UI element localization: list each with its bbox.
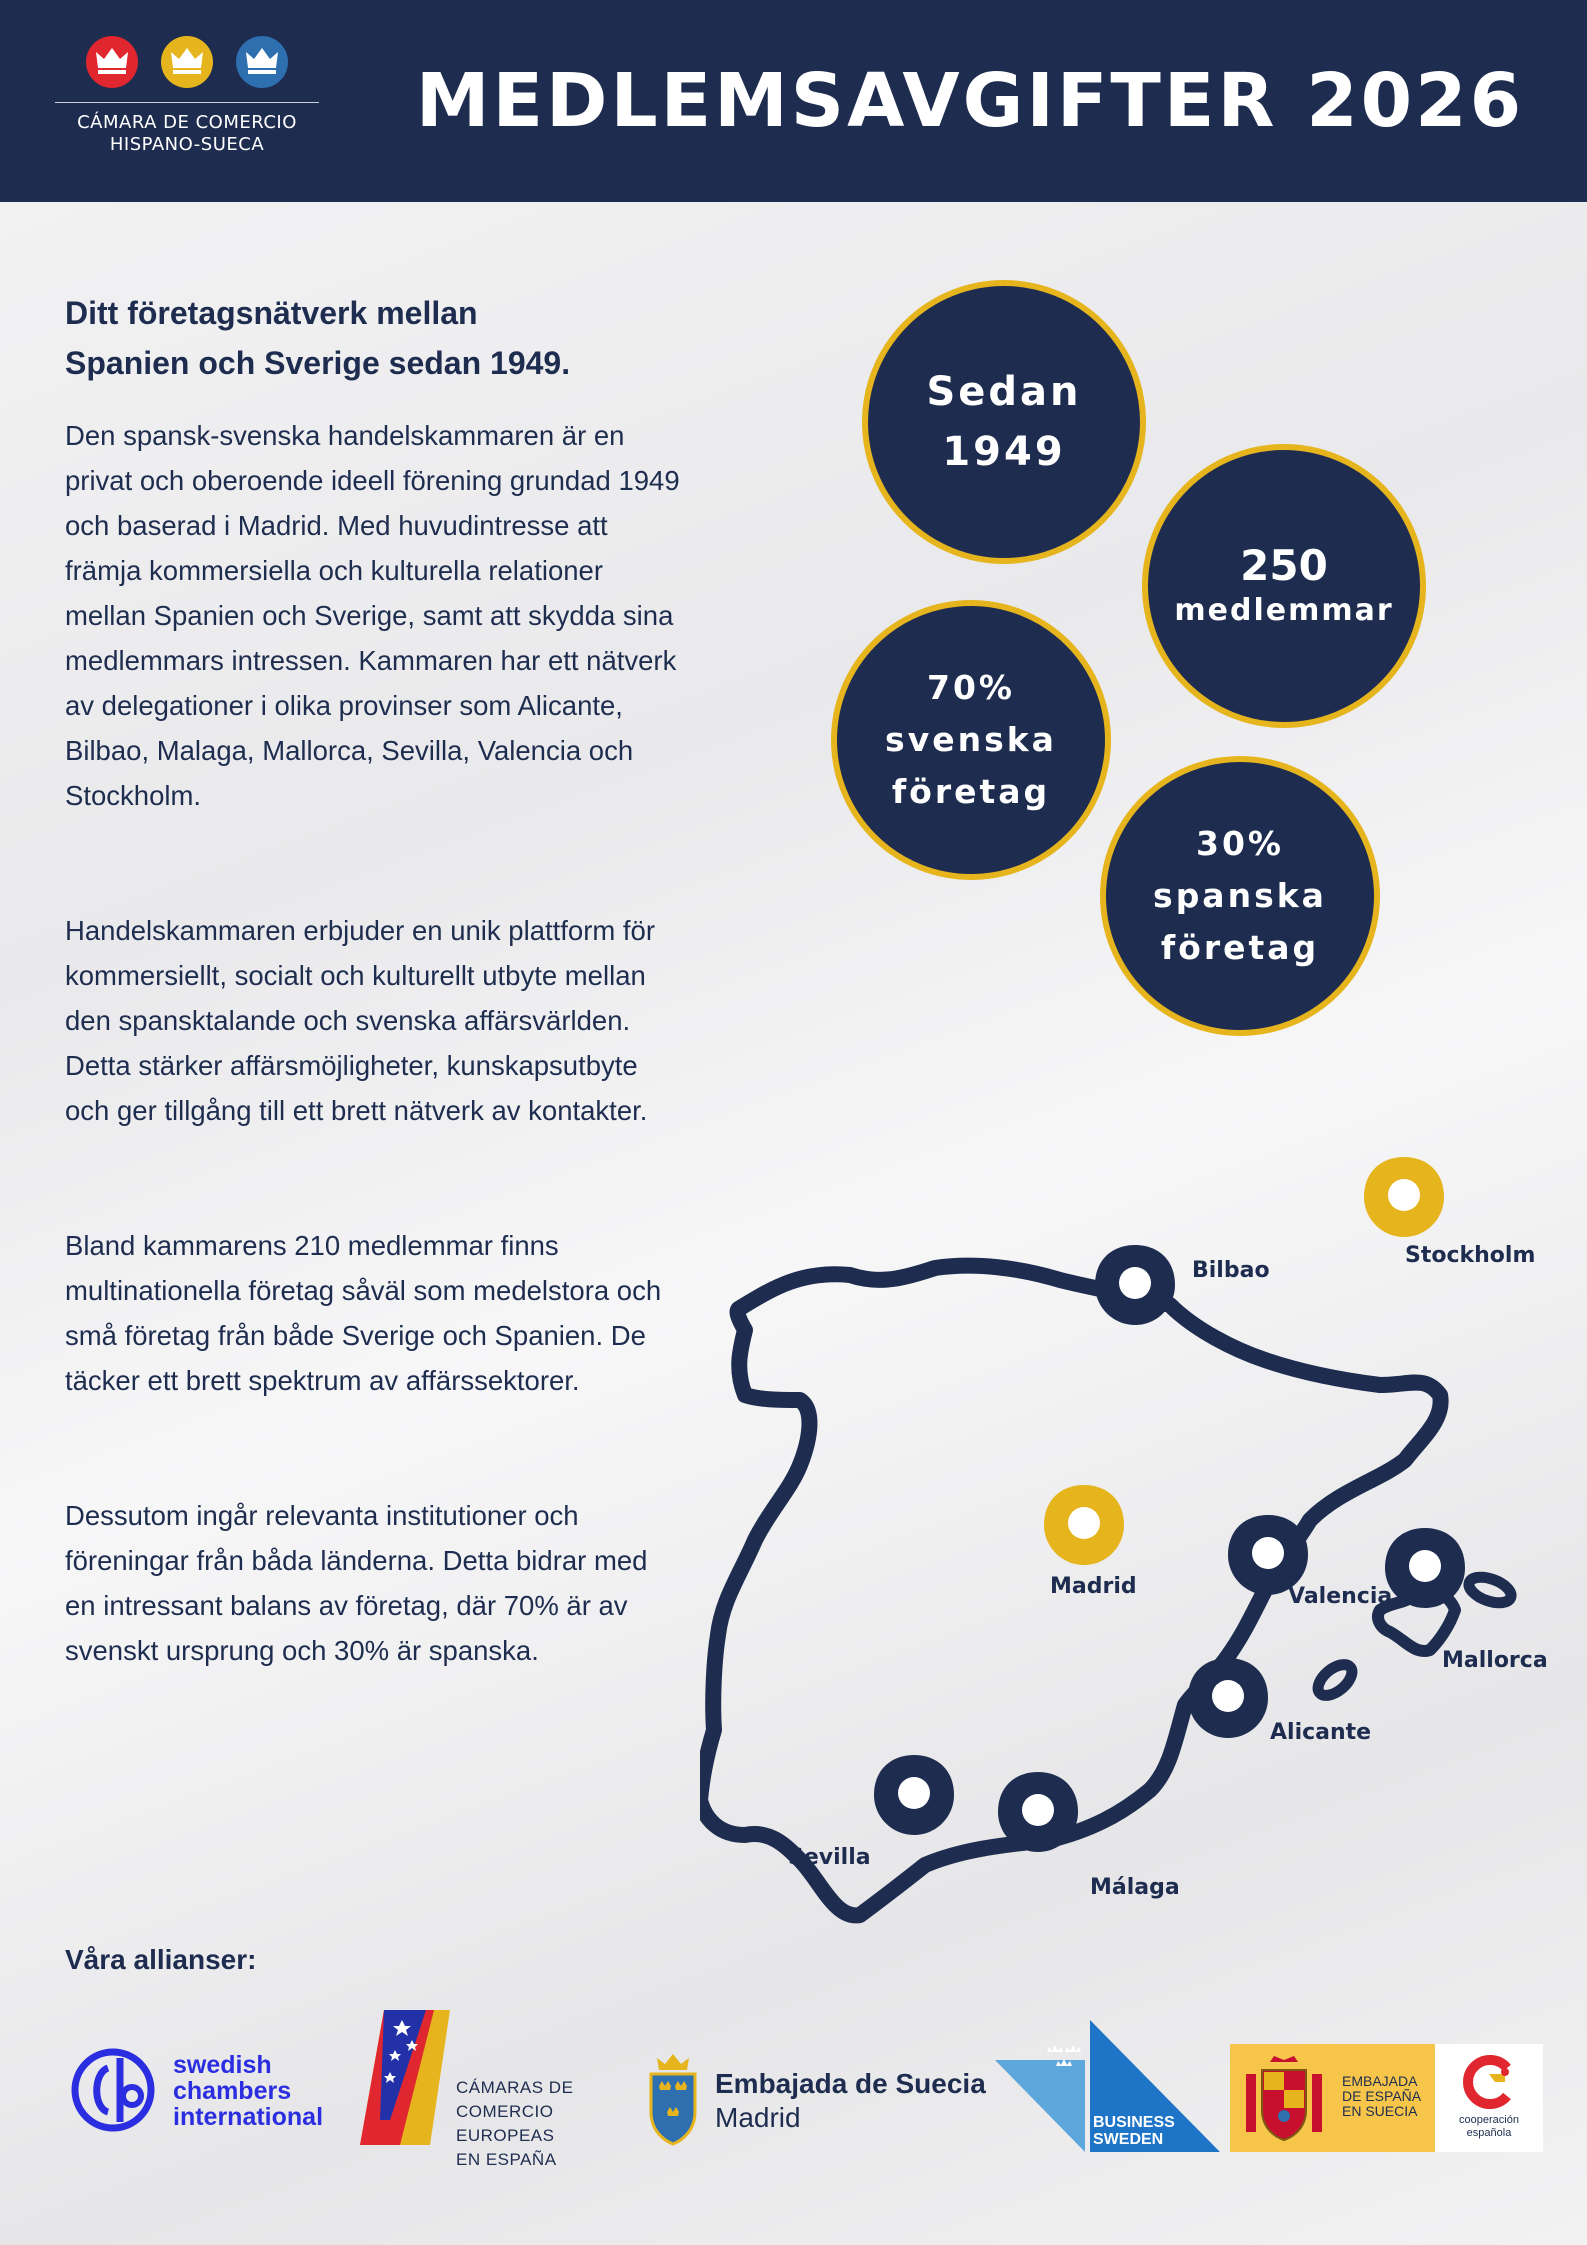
embajada-espana-line-2: DE ESPAÑA — [1342, 2088, 1422, 2104]
spanish-coat-of-arms-icon — [1244, 2056, 1324, 2142]
stat-swedish — [831, 600, 1111, 880]
stat-founded — [862, 280, 1146, 564]
cooperacion-line-1: cooperación — [1459, 2114, 1519, 2126]
intro-paragraph-4: Dessutom ingår relevanta institutioner och föreningar från båda länderna. Detta bidrar med en intressant balans av företag, där 70% är av svenskt ursprung och 30% är spanska. — [65, 1500, 648, 1666]
sci-text — [173, 2052, 323, 2130]
business-sweden-line-2: SWEDEN — [1093, 2131, 1164, 2148]
allies-label: Våra allianser: — [65, 1944, 257, 1975]
cooperacion-logo-icon — [1461, 2054, 1517, 2110]
stat-spanish — [1100, 756, 1380, 1036]
page-title: MEDLEMSAVGIFTER 2026 — [415, 58, 1525, 144]
cooperacion-line-2: española — [1466, 2127, 1512, 2139]
ally-cooperacion-espanola[interactable] — [1435, 2044, 1543, 2152]
logo-line-1: CÁMARA DE COMERCIO — [77, 112, 297, 133]
stat-swedish-line-2: svenska — [885, 720, 1057, 759]
island-ibiza — [1313, 1659, 1358, 1702]
camaras-line-1: CÁMARAS DE — [456, 2078, 574, 2097]
intro-heading — [65, 288, 685, 388]
ally-embajada-suecia[interactable] — [645, 2052, 990, 2147]
sevilla-pin-icon — [874, 1755, 954, 1835]
island-menorca — [1466, 1572, 1515, 1608]
embajada-espana-line-1: EMBAJADA — [1342, 2073, 1418, 2089]
city-label-valencia: Valencia — [1288, 1584, 1393, 1609]
city-label-stockholm: Stockholm — [1405, 1243, 1536, 1268]
logo-divider — [55, 102, 319, 103]
city-label-madrid: Madrid — [1050, 1574, 1137, 1599]
swedish-coat-of-arms-icon — [645, 2052, 701, 2147]
stat-members-number: 250 — [1240, 541, 1328, 590]
ally-business-sweden[interactable] — [995, 2020, 1220, 2152]
sci-line-2: chambers — [173, 2077, 292, 2105]
madrid-pin-icon — [1044, 1485, 1124, 1565]
embajada-suecia-title: Embajada de Suecia — [715, 2068, 986, 2099]
crowns-icon — [82, 34, 292, 90]
camaras-line-2: COMERCIO EUROPEAS — [456, 2102, 555, 2145]
mallorca-pin-icon — [1385, 1528, 1465, 1608]
embajada-suecia-city: Madrid — [715, 2102, 801, 2133]
business-sweden-text — [1093, 2114, 1175, 2148]
stat-swedish-percent: 70% — [927, 668, 1015, 707]
logo-text — [52, 112, 322, 156]
embajada-espana-text — [1342, 2074, 1421, 2119]
business-sweden-line-1: BUSINESS — [1093, 2114, 1175, 2131]
malaga-pin-icon — [998, 1772, 1078, 1852]
city-label-sevilla: Sevilla — [788, 1845, 871, 1870]
header-banner — [0, 0, 1587, 202]
stat-founded-line-2: 1949 — [942, 429, 1066, 475]
bilbao-pin-icon — [1095, 1245, 1175, 1325]
intro-heading-line-2: Spanien och Sverige sedan 1949. — [65, 345, 571, 381]
camaras-line-3: EN ESPAÑA — [456, 2150, 557, 2169]
stat-spanish-line-2: spanska — [1153, 876, 1327, 915]
stat-members — [1142, 444, 1426, 728]
ally-camaras-europeas[interactable] — [360, 2010, 630, 2169]
chamber-logo[interactable] — [52, 34, 322, 164]
stat-members-label: medlemmar — [1174, 593, 1394, 628]
logo-line-2: HISPANO-SUECA — [109, 134, 265, 155]
intro-paragraph-3: Bland kammarens 210 medlemmar finns multinationella företag såväl som medelstora och små företag från både Sverige och Spanien. De täcker ett brett spektrum av affärssektorer. — [65, 1230, 662, 1396]
stat-spanish-line-3: företag — [1160, 928, 1320, 967]
intro-heading-line-1: Ditt företagsnätverk mellan — [65, 295, 478, 331]
city-label-bilbao: Bilbao — [1192, 1258, 1270, 1283]
camaras-flag-icon — [360, 2010, 450, 2145]
alicante-pin-icon — [1188, 1658, 1268, 1738]
sci-line-1: swedish — [173, 2051, 272, 2079]
cooperacion-text — [1435, 2114, 1543, 2140]
city-label-malaga: Málaga — [1090, 1875, 1180, 1900]
intro-paragraph-1: Den spansk-svenska handelskammaren är en privat och oberoende ideell förening grundad 1949 och baserad i Madrid. Med huvudintresse att främja kommersiella och kulturella relationer mellan Spanien och Sverige, samt att skydda sina medlemmars intressen. Kammaren har ett nätverk av delegationer i olika provinser som Alicante, Bilbao, Malaga, Mallorca, Sevilla, Valencia och Stockholm. — [65, 420, 680, 811]
city-label-mallorca: Mallorca — [1442, 1648, 1548, 1673]
sci-line-3: international — [173, 2103, 324, 2131]
valencia-pin-icon — [1228, 1515, 1308, 1595]
intro-paragraph-2: Handelskammaren erbjuder en unik plattform för kommersiellt, socialt och kulturellt utbyte mellan den spansktalande och svenska affärsvärlden. Detta stärker affärsmöjligheter, kunskapsutbyte och ger tillgång till ett brett nätverk av kontakter. — [65, 915, 656, 1126]
stockholm-pin-icon — [1364, 1157, 1444, 1237]
sci-logo-icon — [68, 2048, 158, 2132]
embajada-espana-line-3: EN SUECIA — [1342, 2103, 1418, 2119]
stat-spanish-percent: 30% — [1196, 824, 1284, 863]
ally-swedish-chambers[interactable] — [68, 2044, 358, 2134]
stat-founded-line-1: Sedan — [926, 369, 1082, 415]
ally-embajada-espana[interactable] — [1230, 2044, 1435, 2152]
city-label-alicante: Alicante — [1270, 1720, 1372, 1745]
stat-swedish-line-3: företag — [891, 772, 1051, 811]
camaras-text — [456, 2076, 630, 2172]
